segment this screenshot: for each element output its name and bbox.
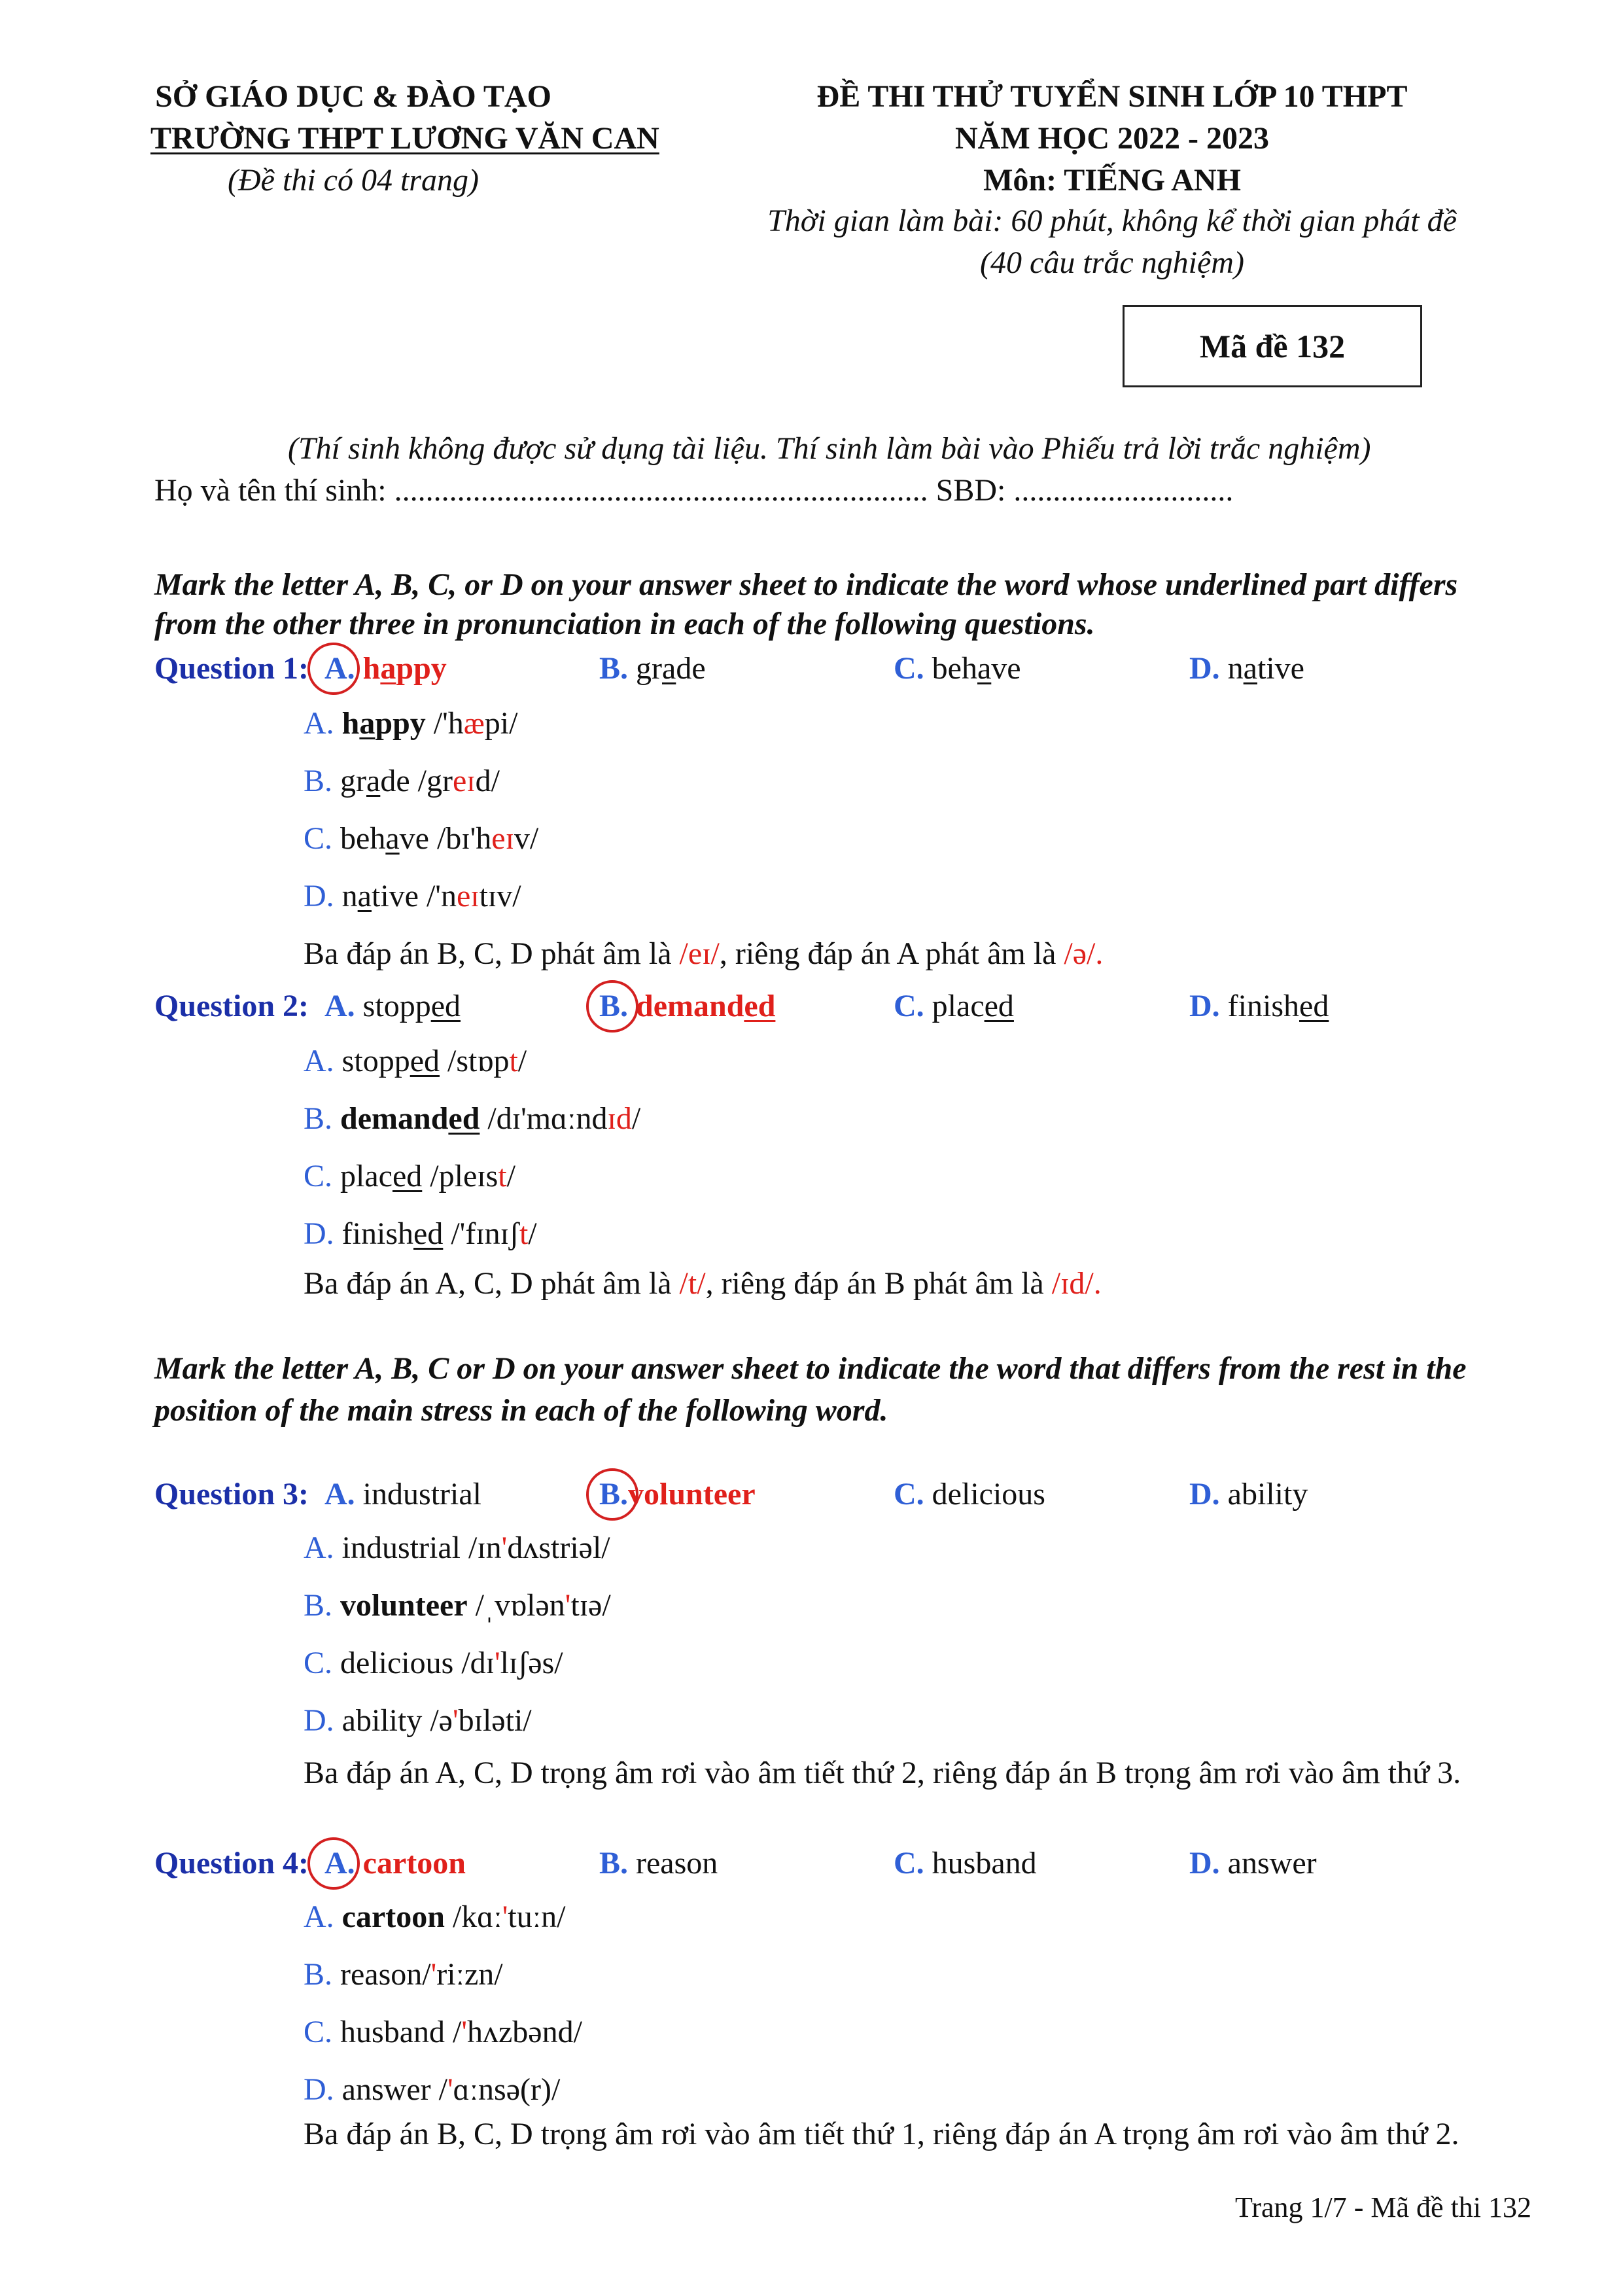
option-word: finished [1227,989,1329,1023]
option-word: happy [362,651,447,686]
question-count: (40 câu trắc nghiệm) [980,245,1244,280]
detail-line: A. industrial /ɪn'dʌstriəl/ [304,1530,610,1565]
time-limit: Thời gian làm bài: 60 phút, không kể thời gian phát đề [767,203,1457,238]
explanation: Ba đáp án B, C, D phát âm là /eɪ/, riêng đáp án A phát âm là /ə/. [304,936,1104,971]
pronunciation-instruction-1: Mark the letter A, B, C, or D on your answer sheet to indicate the word whose underlined part differs [154,567,1458,602]
explanation: Ba đáp án A, C, D phát âm là /t/, riêng đáp án B phát âm là /ɪd/. [304,1266,1102,1301]
option-word: husband [932,1846,1037,1881]
option-word: demanded [636,989,776,1023]
explanation: Ba đáp án B, C, D trọng âm rơi vào âm tiết thứ 1, riêng đáp án A trọng âm rơi vào âm thứ 2. [304,2117,1459,2151]
detail-line: B. grade /greɪd/ [304,764,500,798]
option-d[interactable] [1189,1844,1317,1883]
option-c[interactable] [894,987,1014,1026]
notice: (Thí sinh không được sử dụng tài liệu. Thí sinh làm bài vào Phiếu trả lời trắc nghiệm) [288,431,1371,466]
option-letter: A. [324,651,355,686]
option-word: delicious [932,1477,1045,1511]
option-letter: C. [894,989,924,1023]
option-word: native [1227,651,1304,686]
detail-line: B. reason/'riːzn/ [304,1957,503,1992]
option-word: volunteer [628,1477,756,1511]
option-c[interactable] [894,1475,1045,1514]
exam-title: ĐỀ THI THỬ TUYỂN SINH LỚP 10 THPT [816,79,1408,114]
option-c[interactable] [894,649,1021,688]
detail-line: D. finished /'fɪnɪʃt/ [304,1216,537,1251]
option-word: stopped [362,989,461,1023]
option-word: placed [932,989,1014,1023]
answer-circle [586,1468,638,1521]
option-d[interactable] [1189,987,1329,1026]
option-letter: A. [324,1477,355,1511]
option-letter: B. [599,989,629,1023]
option-letter: B. [599,651,629,686]
detail-line: A. happy /'hæpi/ [304,706,518,741]
option-letter: B. [599,1846,629,1881]
school-year: NĂM HỌC 2022 - 2023 [955,121,1269,156]
explanation: Ba đáp án A, C, D trọng âm rơi vào âm tiết thứ 2, riêng đáp án B trọng âm rơi vào âm thứ 3. [304,1756,1461,1790]
detail-line: B. volunteer /ˌvɒlən'tɪə/ [304,1588,611,1623]
option-word: reason [636,1846,718,1881]
option-letter: C. [894,651,924,686]
option-c[interactable] [894,1844,1037,1883]
detail-line: D. ability /ə'bɪləti/ [304,1703,532,1738]
option-letter: C. [894,1846,924,1881]
option-letter: A. [324,989,355,1023]
answer-circle [307,1837,360,1890]
detail-line: C. husband /'hʌzbənd/ [304,2015,582,2049]
option-word: answer [1227,1846,1317,1881]
option-word: grade [636,651,706,686]
option-letter: D. [1189,989,1220,1023]
detail-line: A. cartoon /kɑː'tuːn/ [304,1899,566,1934]
candidate-name-line: Họ và tên thí sinh: .................................................................... SBD: ............................ [154,473,1234,508]
option-letter: C. [894,1477,924,1511]
option-word: ability [1227,1477,1308,1511]
stress-instruction-2: position of the main stress in each of the following word. [154,1393,888,1428]
option-word: behave [932,651,1021,686]
answer-circle [307,643,360,695]
school-name: TRƯỜNG THPT LƯƠNG VĂN CAN [150,121,659,156]
detail-line: D. native /'neɪtɪv/ [304,879,521,913]
option-letter: A. [324,1846,355,1881]
dept-name: SỞ GIÁO DỤC & ĐÀO TẠO [155,79,551,114]
option-word: cartoon [362,1846,466,1881]
option-word: industrial [362,1477,481,1511]
page-footer: Trang 1/7 - Mã đề thi 132 [1235,2191,1532,2223]
detail-line: C. behave /bɪ'heɪv/ [304,821,539,856]
detail-line: D. answer /'ɑːnsə(r)/ [304,2072,561,2107]
question-label: Question 4: [154,1846,309,1881]
option-a[interactable] [324,1475,481,1514]
exam-code-box [1123,305,1422,387]
option-letter: D. [1189,1846,1220,1881]
option-b[interactable] [599,649,706,688]
question-label: Question 1: [154,651,309,686]
detail-line: C. delicious /dɪ'lɪʃəs/ [304,1646,563,1680]
option-letter: D. [1189,651,1220,686]
subject: Môn: TIẾNG ANH [983,163,1241,198]
answer-circle [586,980,638,1033]
option-b[interactable] [599,1844,718,1883]
option-letter: D. [1189,1477,1220,1511]
exam-code: Mã đề 132 [1199,327,1346,364]
question-label: Question 3: [154,1477,309,1511]
stress-instruction-1: Mark the letter A, B, C or D on your answer sheet to indicate the word that differs from the rest in the [154,1351,1467,1386]
detail-line: B. demanded /dɪ'mɑːndɪd/ [304,1101,641,1136]
pronunciation-instruction-2: from the other three in pronunciation in each of the following questions. [154,607,1095,641]
question-label: Question 2: [154,989,309,1023]
detail-line: A. stopped /stɒpt/ [304,1044,527,1078]
option-a[interactable] [324,987,461,1026]
option-d[interactable] [1189,1475,1308,1514]
page-count-note: (Đề thi có 04 trang) [228,163,479,198]
option-letter: B. [599,1477,629,1511]
option-d[interactable] [1189,649,1304,688]
detail-line: C. placed /pleɪst/ [304,1159,515,1193]
